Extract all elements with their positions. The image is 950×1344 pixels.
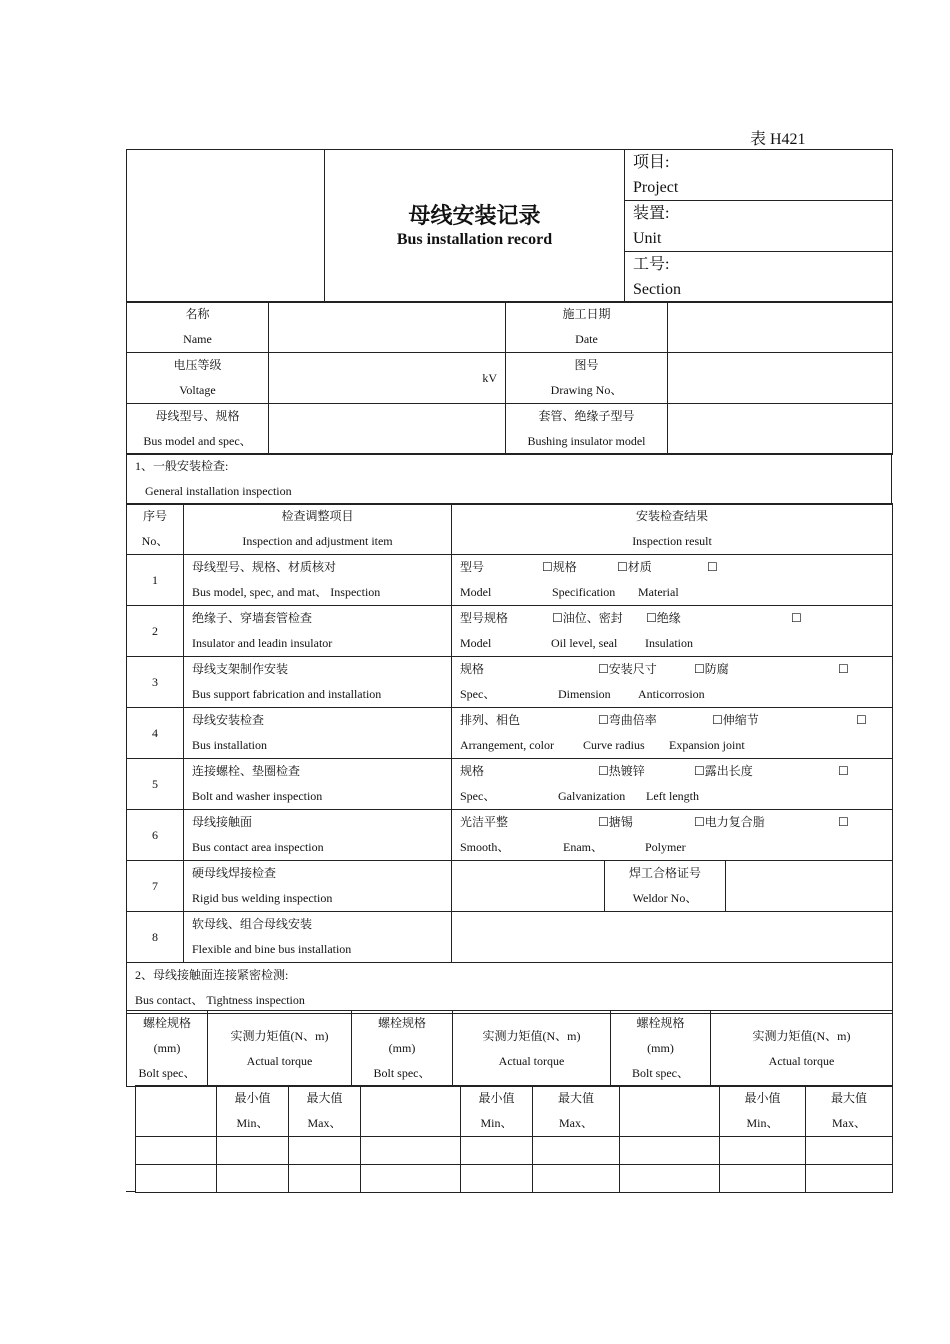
checkbox[interactable]: ☐	[838, 764, 849, 778]
torque-header: 实测力矩值(N、m) Actual torque	[453, 1011, 611, 1087]
table-row	[127, 606, 893, 657]
bolt-spec-cell[interactable]	[136, 1086, 217, 1137]
title-en: Bus installation record	[396, 231, 553, 248]
row-item: 绝缘子、穿墙套管检查 Insulator and leadin insulator	[184, 606, 452, 657]
table-row	[127, 810, 893, 861]
torque-cell[interactable]	[620, 1137, 720, 1165]
min-header: 最小值 Min、	[217, 1086, 289, 1137]
torque-cell[interactable]	[361, 1137, 461, 1165]
row-item: 母线支架制作安装 Bus support fabrication and installation	[184, 657, 452, 708]
unit-field[interactable]	[625, 201, 893, 252]
header-table	[126, 149, 893, 303]
unit-label-zh: 装置:	[633, 205, 670, 222]
checkbox[interactable]: ☐	[856, 713, 867, 727]
row-no: 6	[127, 810, 184, 861]
torque-cell[interactable]	[533, 1165, 620, 1193]
section2-heading: 2、母线接触面连接紧密检测: Bus contact、 Tightness inspection	[127, 963, 893, 1014]
torque-cell[interactable]	[136, 1137, 217, 1165]
bus-model-label: 母线型号、规格 Bus model and spec、	[127, 404, 269, 455]
row-no: 2	[127, 606, 184, 657]
row-no: 4	[127, 708, 184, 759]
flexible-bus-result[interactable]	[452, 912, 893, 963]
checkbox[interactable]: ☐	[838, 662, 849, 676]
section1-heading: 1、一般安装检查: General installation inspection	[127, 454, 892, 505]
drawing-label: 图号 Drawing No、	[506, 353, 668, 404]
unit-label-en: Unit	[633, 230, 662, 247]
form-title	[325, 150, 625, 303]
name-value[interactable]	[269, 302, 506, 353]
torque-cell[interactable]	[361, 1165, 461, 1193]
row-item: 连接螺栓、垫圈检查 Bolt and washer inspection	[184, 759, 452, 810]
col-result: 安装检查结果 Inspection result	[452, 504, 893, 555]
row-item: 母线型号、规格、材质核对 Bus model, spec, and mat、 Inspection	[184, 555, 452, 606]
torque-cell[interactable]	[533, 1137, 620, 1165]
torque-cell[interactable]	[217, 1137, 289, 1165]
drawing-value[interactable]	[668, 353, 893, 404]
table-row	[127, 657, 893, 708]
torque-cell[interactable]	[720, 1137, 806, 1165]
welder-value[interactable]	[726, 861, 893, 912]
torque-header: 实测力矩值(N、m) Actual torque	[208, 1011, 352, 1087]
table-row	[127, 759, 893, 810]
welder-label: 焊工合格证号 Weldor No、	[605, 861, 726, 912]
table-row	[127, 912, 893, 963]
row-no: 5	[127, 759, 184, 810]
name-label: 名称 Name	[127, 302, 269, 353]
table-row	[127, 861, 893, 912]
bolt-spec-header: 螺栓规格 (mm) Bolt spec、	[352, 1011, 453, 1087]
checkbox[interactable]: ☐	[838, 815, 849, 829]
row-result[interactable]: 型号规格 ☐油位、密封 ☐绝缘 ☐ Model Oil level, seal Insulation	[452, 606, 893, 657]
bolt-spec-cell[interactable]	[361, 1086, 461, 1137]
project-field[interactable]	[625, 150, 893, 201]
info-table	[126, 301, 893, 455]
torque-header: 实测力矩值(N、m) Actual torque	[711, 1011, 893, 1087]
date-label: 施工日期 Date	[506, 302, 668, 353]
date-value[interactable]	[668, 302, 893, 353]
min-header: 最小值 Min、	[720, 1086, 806, 1137]
bushing-label: 套管、绝缘子型号 Bushing insulator model	[506, 404, 668, 455]
row-no: 3	[127, 657, 184, 708]
title-zh: 母线安装记录	[408, 204, 541, 229]
torque-cell[interactable]	[620, 1165, 720, 1193]
row-item: 母线安装检查 Bus installation	[184, 708, 452, 759]
form-number: 表 H421	[750, 131, 806, 148]
bus-model-value[interactable]	[269, 404, 506, 455]
row-item: 软母线、组合母线安装 Flexible and bine bus installation	[184, 912, 452, 963]
voltage-label: 电压等级 Voltage	[127, 353, 269, 404]
checkbox[interactable]: ☐	[707, 560, 718, 574]
min-header: 最小值 Min、	[461, 1086, 533, 1137]
torque-cell[interactable]	[461, 1165, 533, 1193]
row-result[interactable]: 规格 ☐热镀锌 ☐露出长度 ☐ Spec、 Galvanization Left length	[452, 759, 893, 810]
row-result[interactable]: 规格 ☐安装尺寸 ☐防腐 ☐ Spec、 Dimension Anticorrosion	[452, 657, 893, 708]
section1-table	[126, 453, 892, 505]
row-no: 1	[127, 555, 184, 606]
logo-area	[127, 150, 325, 303]
table-row	[127, 708, 893, 759]
voltage-value[interactable]	[269, 353, 506, 404]
bolt-spec-cell[interactable]	[620, 1086, 720, 1137]
table-row	[136, 1165, 893, 1193]
row-item: 母线接触面 Bus contact area inspection	[184, 810, 452, 861]
row-no: 7	[127, 861, 184, 912]
max-header: 最大值 Max、	[289, 1086, 361, 1137]
section-label-zh: 工号:	[633, 256, 670, 273]
inspection-table	[126, 503, 893, 1014]
project-label-en: Project	[633, 179, 679, 196]
torque-cell[interactable]	[289, 1165, 361, 1193]
max-header: 最大值 Max、	[533, 1086, 620, 1137]
row-item: 硬母线焊接检查 Rigid bus welding inspection	[184, 861, 452, 912]
col-item: 检查调整项目 Inspection and adjustment item	[184, 504, 452, 555]
col-no: 序号 No、	[127, 504, 184, 555]
bushing-value[interactable]	[668, 404, 893, 455]
torque-cell[interactable]	[217, 1165, 289, 1193]
checkbox[interactable]: ☐	[791, 611, 802, 625]
torque-cell[interactable]	[806, 1165, 893, 1193]
torque-cell[interactable]	[136, 1165, 217, 1193]
row-result[interactable]: 光洁平整 ☐搪锡 ☐电力复合脂 ☐ Smooth、 Enam、 Polymer	[452, 810, 893, 861]
bolt-spec-header: 螺栓规格 (mm) Bolt spec、	[611, 1011, 711, 1087]
table-row	[136, 1137, 893, 1165]
torque-cell[interactable]	[289, 1137, 361, 1165]
torque-header-table	[126, 1010, 893, 1087]
kv-unit: kV	[482, 370, 497, 385]
row-result[interactable]: 排列、相色 ☐弯曲倍率 ☐伸缩节 ☐ Arrangement, color Curve radius Expansion joint	[452, 708, 893, 759]
bolt-spec-header: 螺栓规格 (mm) Bolt spec、	[127, 1011, 208, 1087]
max-header: 最大值 Max、	[806, 1086, 893, 1137]
table-edge-tick	[126, 1191, 135, 1192]
torque-cell[interactable]	[461, 1137, 533, 1165]
row-result[interactable]: 型号 ☐规格 ☐材质 ☐ Model Specification Material	[452, 555, 893, 606]
torque-cell[interactable]	[720, 1165, 806, 1193]
torque-cell[interactable]	[806, 1137, 893, 1165]
section-label-en: Section	[633, 281, 681, 298]
torque-table	[135, 1085, 893, 1193]
project-label-zh: 项目:	[633, 154, 670, 171]
row-no: 8	[127, 912, 184, 963]
welding-result[interactable]	[452, 861, 605, 912]
table-row	[127, 555, 893, 606]
section-field[interactable]	[625, 252, 893, 303]
